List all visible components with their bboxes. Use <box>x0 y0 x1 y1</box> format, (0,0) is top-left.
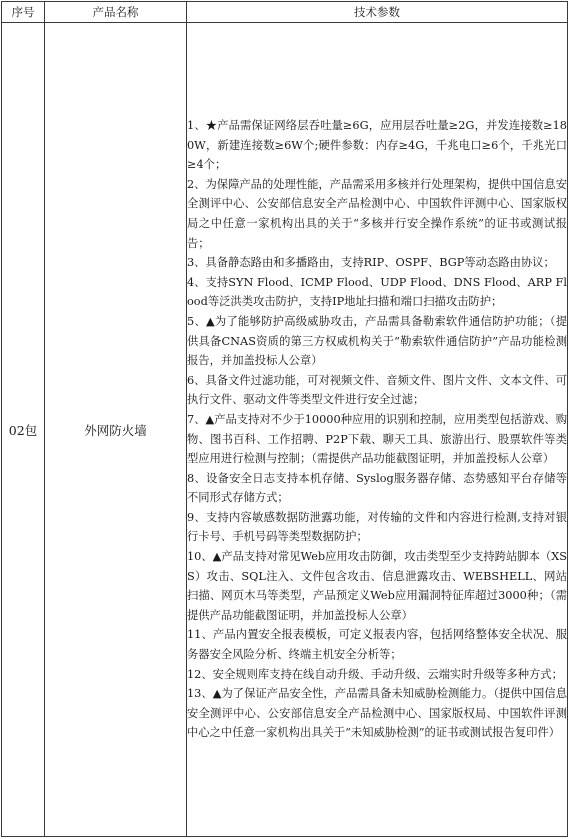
param-item-8: 8、设备安全日志支持本机存储、Syslog服务器存储、态势感知平台存储等不同形式存储方式； <box>187 471 567 505</box>
param-item-11: 11、产品内置安全报表模板，可定义报表内容，包括网络整体安全状况、服务器安全风险分析、终端主机安全分析等； <box>187 628 567 662</box>
cell-product-name: 外网防火墙 <box>45 23 187 837</box>
spec-table <box>1 1 568 837</box>
param-item-5: 5、▲为了能够防护高级威胁攻击，产品需具备勒索软件通信防护功能；（提供具备CNAS资质的第三方权威机构关于“勒索软件通信防护”产品功能检测报告，并加盖投标人公章） <box>187 314 567 368</box>
param-item-12: 12、安全规则库支持在线自动升级、手动升级、云端实时升级等多种方式； <box>187 667 563 681</box>
cell-tech-params <box>187 23 568 837</box>
param-item-7: 7、▲产品支持对不少于10000种应用的识别和控制，应用类型包括游戏、购物、图书百科、工作招聘、P2P下载、聊天工具、旅游出行、股票软件等类型应用进行检测与控制；（需提供产品功能截图证明，并加盖投标人公章） <box>187 412 567 466</box>
param-item-2: 2、为保障产品的处理性能，产品需采用多核并行处理架构，提供中国信息安全测评中心、公安部信息安全产品检测中心、中国软件评测中心、国家版权局之中任意一家机构出具的关于“多核并行安全操作系统”的证书或测试报告； <box>187 177 567 250</box>
cell-seq: 02包 <box>2 23 45 837</box>
param-item-10: 10、▲产品支持对常见Web应用攻击防御，攻击类型至少支持跨站脚本（XSS）攻击、SQL注入、文件包含攻击、信息泄露攻击、WEBSHELL、网站扫描、网页木马等类型，产品预定义Web应用漏洞特征库超过3000种；（需提供产品功能截图证明，并加盖投标人公章） <box>187 550 567 622</box>
param-item-6: 6、具备文件过滤功能，可对视频文件、音频文件、图片文件、文本文件、可执行文件、驱动文件等类型文件进行安全过滤； <box>187 373 567 407</box>
header-row <box>2 2 568 23</box>
param-item-9: 9、支持内容敏感数据防泄露功能，对传输的文件和内容进行检测,支持对银行卡号、手机号码等类型数据防护； <box>187 510 567 544</box>
param-item-13: 13、▲为了保证产品安全性，产品需具备未知威胁检测能力。（提供中国信息安全测评中心、公安部信息安全产品检测中心、国家版权局、中国软件评测中心之中任意一家机构出具关于“未知威胁检测”的证书或测试报告复印件） <box>187 687 567 740</box>
param-item-3: 3、具备静态路由和多播路由，支持RIP、OSPF、BGP等动态路由协议； <box>187 256 555 270</box>
header-tech-params: 技术参数 <box>187 2 568 23</box>
table-row <box>2 23 568 837</box>
header-product-name: 产品名称 <box>45 2 187 23</box>
header-seq: 序号 <box>2 2 45 23</box>
param-item-1: 1、★产品需保证网络层吞吐量≥6G，应用层吞吐量≥2G，并发连接数≥180W，新建连接数≥6W个;硬件参数：内存≥4G，千兆电口≥6个，千兆光口≥4个； <box>187 119 567 172</box>
param-item-4: 4、支持SYN Flood、ICMP Flood、UDP Flood、DNS Flood、ARP Flood等泛洪类攻击防护，支持IP地址扫描和端口扫描攻击防护； <box>187 275 567 309</box>
